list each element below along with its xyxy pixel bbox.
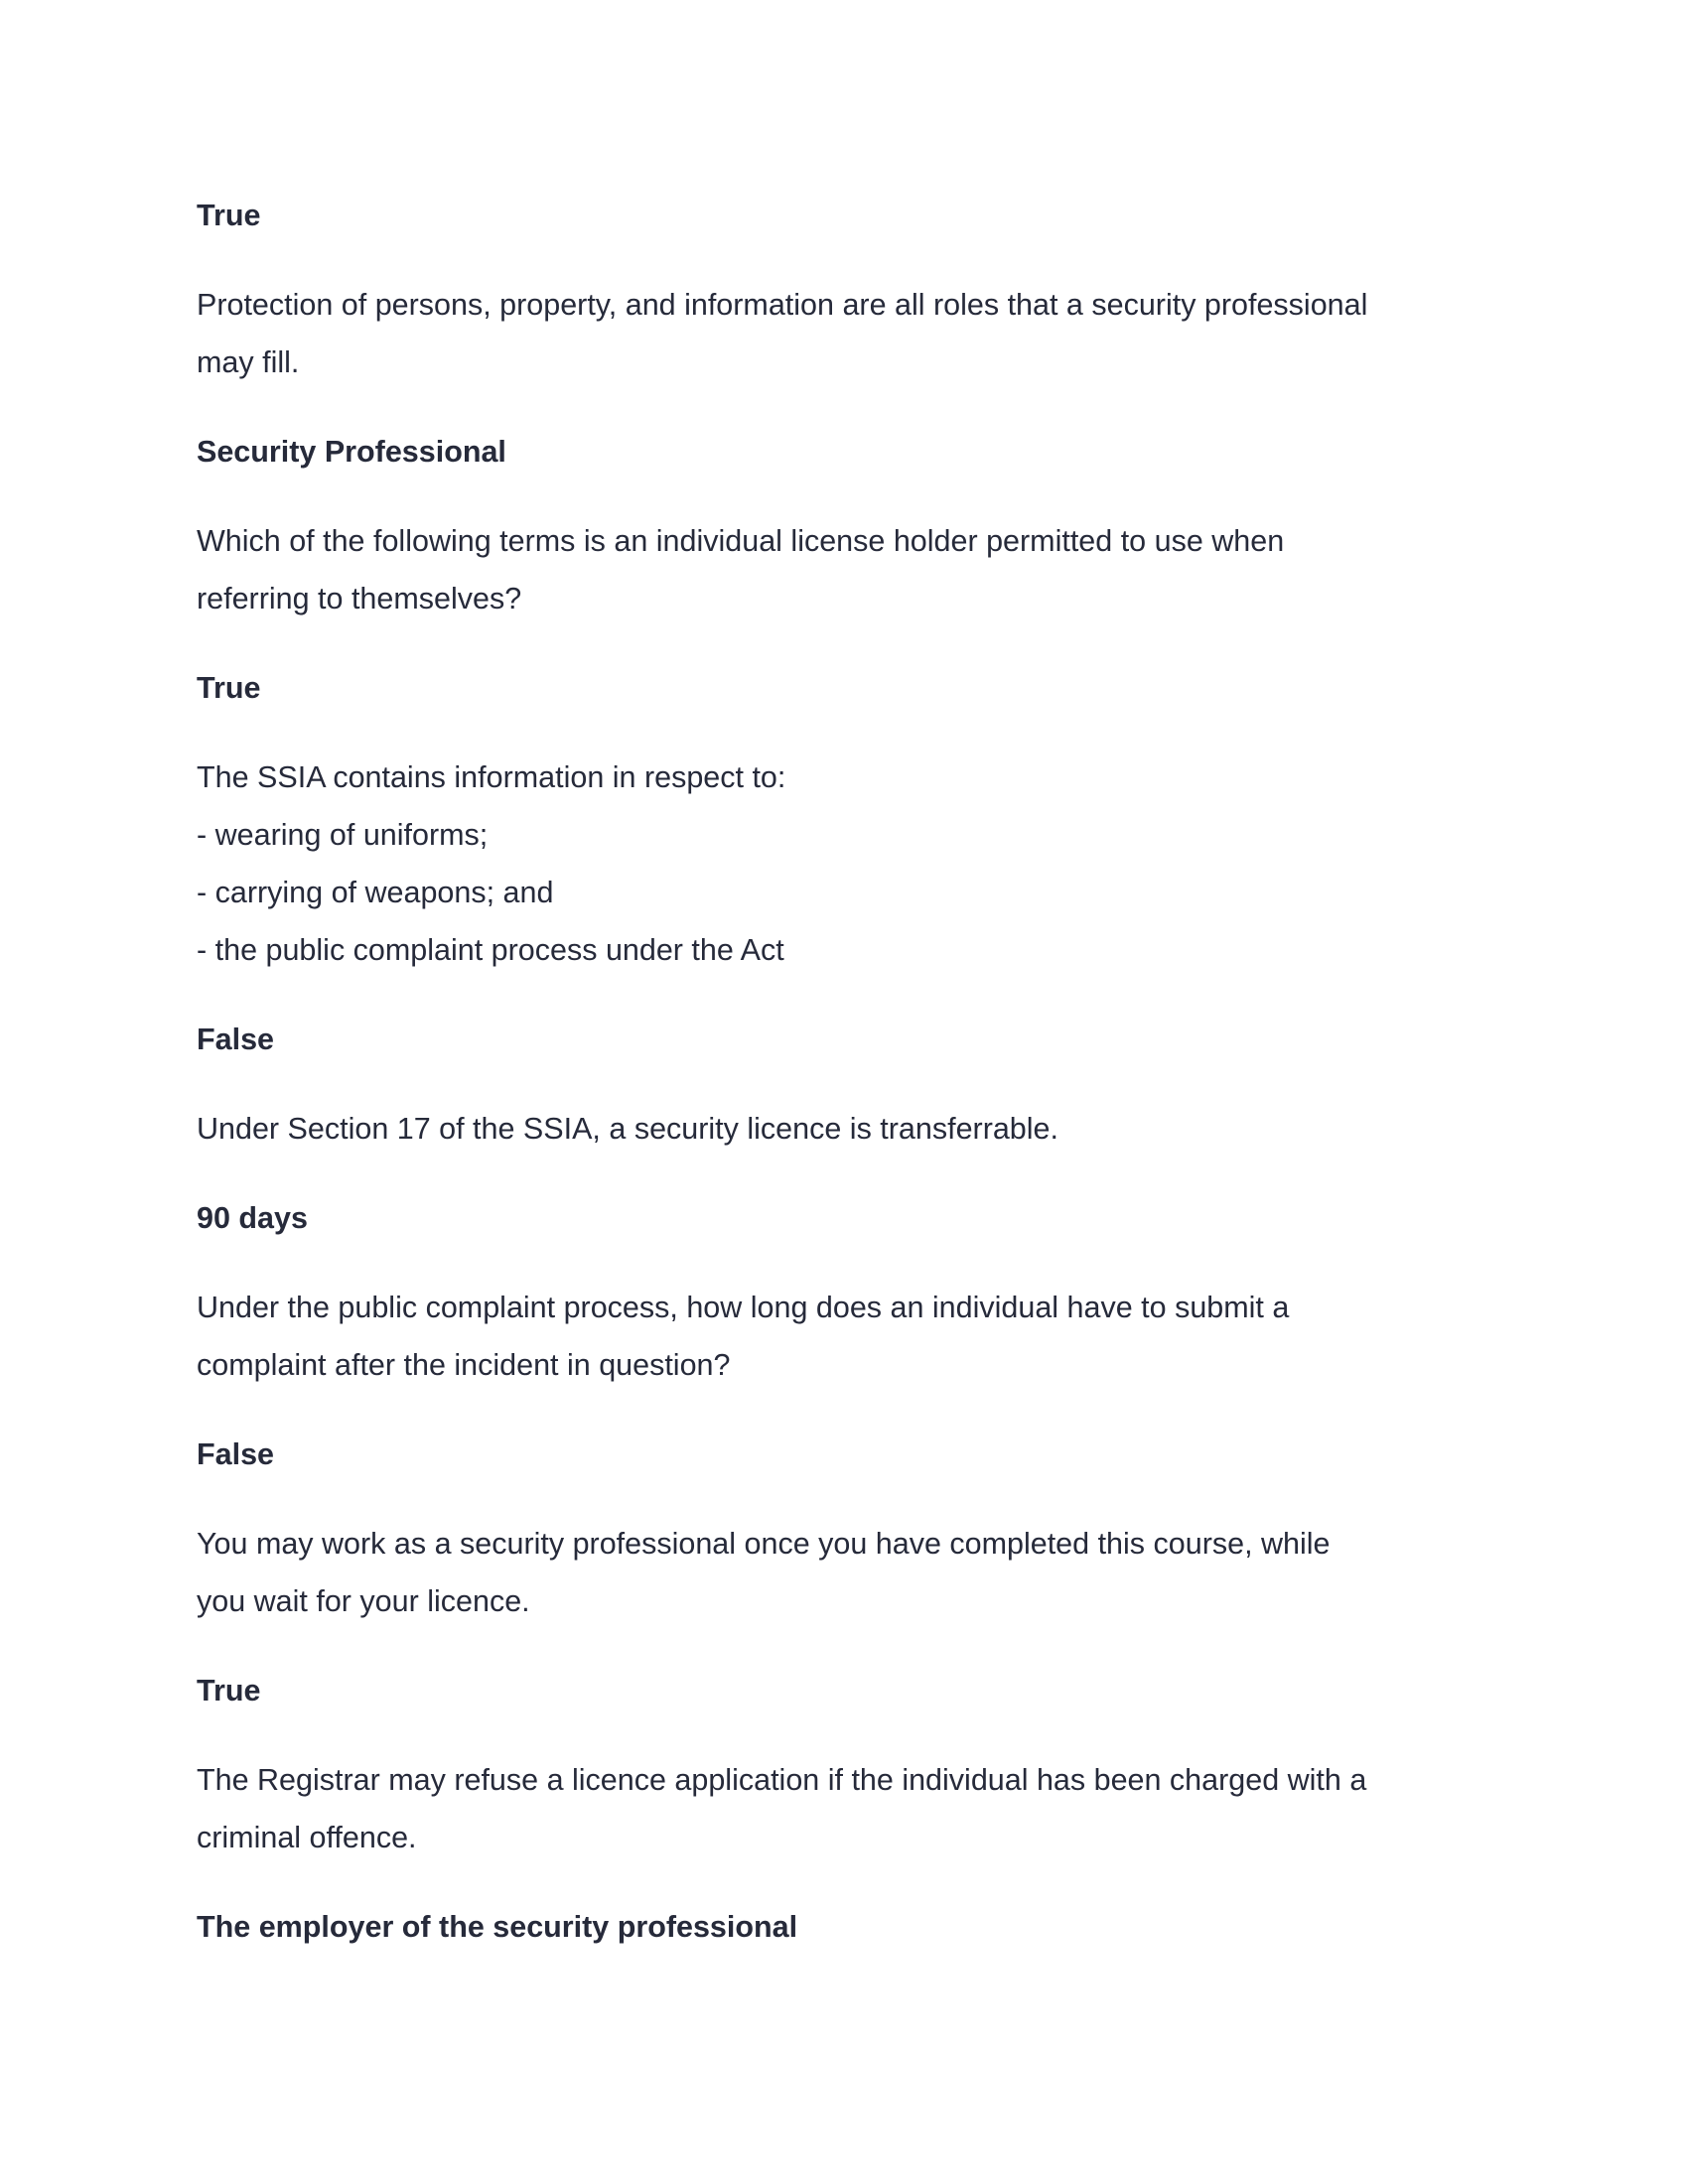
- text-line: Under the public complaint process, how long does an individual have to submit a: [197, 1291, 1290, 1324]
- text-line: The Registrar may refuse a licence application if the individual has been charged with a: [197, 1763, 1367, 1797]
- question-paragraph: [197, 749, 1507, 979]
- text-line: Security Professional: [197, 435, 506, 469]
- text-line: The SSIA contains information in respect to:: [197, 760, 786, 794]
- answer-heading: [197, 1189, 1507, 1247]
- question-paragraph: [197, 1751, 1507, 1866]
- text-line: - carrying of weapons; and: [197, 876, 554, 909]
- answer-heading: [197, 659, 1507, 717]
- text-line: True: [197, 199, 261, 232]
- question-paragraph: [197, 1515, 1507, 1630]
- text-line: False: [197, 1023, 274, 1056]
- text-line: False: [197, 1437, 274, 1471]
- text-line: 90 days: [197, 1201, 308, 1235]
- answer-heading: [197, 1898, 1507, 1956]
- question-paragraph: [197, 1100, 1507, 1158]
- text-line: complaint after the incident in question?: [197, 1348, 731, 1382]
- text-line: Protection of persons, property, and information are all roles that a security professional: [197, 288, 1368, 322]
- text-line: True: [197, 1674, 261, 1707]
- text-line: Which of the following terms is an individual license holder permitted to use when: [197, 524, 1285, 558]
- text-line: criminal offence.: [197, 1821, 417, 1854]
- text-line: The employer of the security professional: [197, 1910, 798, 1944]
- answer-heading: [197, 1662, 1507, 1719]
- answer-heading: [197, 1426, 1507, 1483]
- text-line: You may work as a security professional once you have completed this course, while: [197, 1527, 1331, 1561]
- text-line: - the public complaint process under the Act: [197, 933, 784, 967]
- question-paragraph: [197, 276, 1507, 391]
- text-line: referring to themselves?: [197, 582, 522, 615]
- answer-heading: [197, 187, 1507, 244]
- answer-heading: [197, 423, 1507, 480]
- text-line: - wearing of uniforms;: [197, 818, 489, 852]
- document-content: [197, 187, 1507, 1987]
- text-line: you wait for your licence.: [197, 1584, 530, 1618]
- answer-heading: [197, 1011, 1507, 1068]
- question-paragraph: [197, 1279, 1507, 1394]
- text-line: True: [197, 671, 261, 705]
- question-paragraph: [197, 512, 1507, 627]
- text-line: Under Section 17 of the SSIA, a security licence is transferrable.: [197, 1112, 1058, 1146]
- text-line: may fill.: [197, 345, 300, 379]
